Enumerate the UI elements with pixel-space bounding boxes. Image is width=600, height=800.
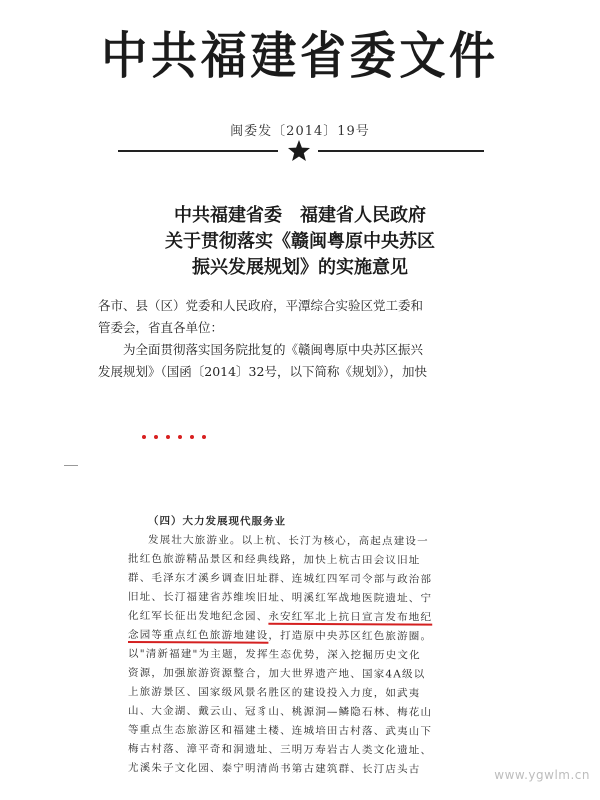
document-header-title: 中共福建省委文件 (101, 27, 499, 85)
ellipsis-dot (142, 435, 146, 439)
site-watermark: www.ygwlm.cn (494, 768, 590, 782)
title-line: 中共福建省委 福建省人民政府 (174, 205, 426, 226)
star-icon (287, 139, 311, 163)
addressee-line: 各市、县（区）党委和人民政府，平潭综合实验区党工委和 (98, 298, 424, 313)
header-divider-right (318, 150, 484, 152)
document-header (0, 0, 600, 180)
addressee-line: 管委会，省直各单位： (98, 320, 224, 335)
section-line: 以"清新福建"为主题，发挥生态优势，深入挖掘历史文化 (128, 648, 421, 662)
section-line: 梅古村落、漳平奇和洞遗址、三明万寿岩古人类文化遗址、 (128, 743, 433, 757)
section-modern-services (128, 512, 488, 780)
ellipsis-dot (178, 435, 182, 439)
section-line: 上旅游景区、国家级风景名胜区的建设投入力度，如武夷 (128, 686, 421, 700)
section-line: 等重点生态旅游区和福建土楼、连城培田古村落、武夷山下 (128, 724, 433, 738)
document-body (98, 295, 498, 383)
section-line: 发展壮大旅游业。以上杭、长汀为核心，高起点建设一 (148, 534, 429, 548)
ellipsis-dot (202, 435, 206, 439)
document-title (0, 203, 600, 281)
section-line: 旧址、长汀福建省苏维埃旧址、明溪红军战地医院遗址、宁 (128, 591, 433, 605)
ellipsis-dot (190, 435, 194, 439)
section-line: 批红色旅游精品景区和经典线路，加快上杭古田会议旧址 (128, 553, 421, 567)
ellipsis-dot (154, 435, 158, 439)
title-line: 振兴发展规划》的实施意见 (192, 257, 408, 278)
section-line-text: ，打造原中央苏区红色旅游圈。 (268, 629, 433, 643)
document-number: 闽委发〔2014〕19号 (230, 124, 370, 139)
margin-tick (64, 465, 78, 466)
section-line-text: 化红军长征出发地纪念园、 (128, 610, 269, 623)
header-divider-left (118, 150, 278, 152)
section-line: 群、毛泽东才溪乡调查旧址群、连城红四军司令部与政治部 (128, 572, 433, 586)
ellipsis-dot (166, 435, 170, 439)
intro-line: 为全面贯彻落实国务院批复的《赣闽粤原中央苏区振兴 (123, 342, 424, 357)
ellipsis-dots (142, 424, 214, 434)
section-line: 山、大金湖、戴云山、冠豸山、桃源洞—鳞隐石林、梅花山 (128, 705, 433, 719)
underlined-highlight: 念园等重点红色旅游地建设 (128, 629, 269, 642)
intro-line: 发展规划》（国函〔2014〕32号，以下简称《规划》），加快 (98, 364, 427, 379)
section-line (128, 607, 488, 628)
section-line: 资源，加强旅游资源整合，加大世界遗产地、国家4A级以 (128, 667, 426, 681)
section-heading: （四）大力发展现代服务业 (148, 515, 286, 528)
title-line: 关于贯彻落实《赣闽粤原中央苏区 (165, 231, 435, 252)
section-line (128, 626, 488, 647)
section-line: 尤溪朱子文化园、泰宁明清尚书第古建筑群、长汀店头古 (128, 762, 421, 776)
underlined-highlight: 永安红军北上抗日宣言发布地纪 (268, 610, 433, 624)
